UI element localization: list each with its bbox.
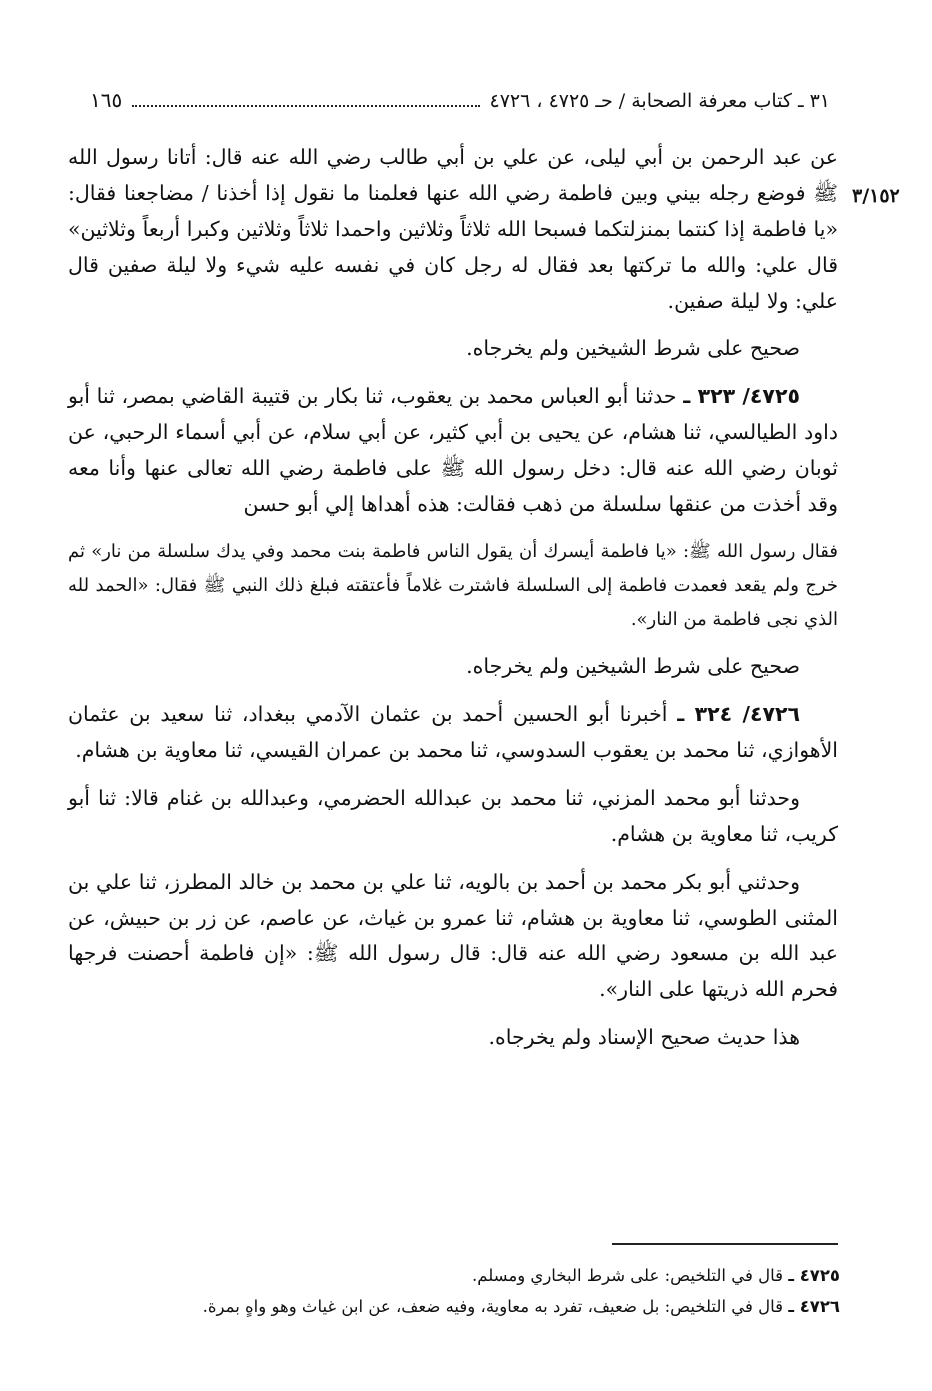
margin-reference: ٣/١٥٢ (852, 185, 900, 207)
hadith-paragraph (68, 379, 838, 523)
footnote (50, 1260, 840, 1291)
hadith-number: ٤٧٢٦/ ٣٢٤ ـ (677, 702, 801, 727)
page-number: ١٦٥ (90, 88, 123, 112)
header-dot-leader (132, 91, 479, 107)
paragraph: عن عبد الرحمن بن أبي ليلى، عن علي بن أبي طالب رضي الله عنه قال: أتانا رسول الله ﷺ فوضع رجله بيني وبين فاطمة رضي الله عنها فعلمنا ما نقول إذا أخذنا / مضاجعنا فقال: «يا فاطمة إذا كنتما بمنزلتكما فسبحا الله ثلاثاً وثلاثين واحمدا ثلاثاً وثلاثين وكبرا أربعاً وثلاثين» قال علي: والله ما تركتها بعد فقال له رجل كان في نفسه عليه شيء ولا ليلة صفين قال علي: ولا ليلة صفين. (68, 145, 838, 313)
footnote-divider (612, 1243, 838, 1245)
hadith-text: أخبرنا أبو الحسين أحمد بن عثمان الآدمي ببغداد، ثنا سعيد بن عثمان الأهوازي، ثنا محمد بن يعقوب السدوسي، ثنا محمد بن عمران القيسي، ثنا معاوية بن هشام. (68, 702, 838, 763)
paragraph: فقال رسول الله ﷺ: «يا فاطمة أيسرك أن يقول الناس فاطمة بنت محمد وفي يدك سلسلة من نار» ثم خرج ولم يقعد فعمدت فاطمة إلى السلسلة فاشترت غلاماً فأعتقته فبلغ ذلك النبي ﷺ فقال: «الحمد لله الذي نجى فاطمة من النار». (68, 540, 838, 631)
footnote-text: قال في التلخيص: بل ضعيف، تفرد به معاوية، وفيه ضعف، عن ابن غياث وهو واهٍ بمرة. (202, 1297, 784, 1317)
footnote-number: ٤٧٢٦ ـ (788, 1297, 840, 1317)
verdict-paragraph: هذا حديث صحيح الإسناد ولم يخرجاه. (488, 1025, 800, 1050)
running-header (90, 88, 830, 120)
main-text (68, 140, 838, 1068)
hadith-text: حدثنا أبو العباس محمد بن يعقوب، ثنا بكار بن قتيبة القاضي بمصر، ثنا أبو داود الطيالسي، ثنا هشام، عن يحيى بن أبي كثير، عن أبي سلام، عن أبي أسماء الرحبي، عن ثوبان رضي الله عنه قال: دخل رسول الله ﷺ على فاطمة رضي الله تعالى عنها وأنا معه وقد أخذت من عنقها سلسلة من ذهب فقالت: هذه أهداها إلي أبو حسن (68, 384, 838, 516)
paragraph: وحدثنا أبو محمد المزني، ثنا محمد بن عبدالله الحضرمي، وعبدالله بن غنام قالا: ثنا أبو كريب، ثنا معاوية بن هشام. (68, 785, 838, 846)
hadith-number: ٤٧٢٥/ ٣٢٣ ـ (683, 384, 800, 409)
footnote-number: ٤٧٢٥ ـ (788, 1266, 840, 1285)
footnote-text: قال في التلخيص: على شرط البخاري ومسلم. (471, 1266, 784, 1285)
footnotes (50, 1260, 840, 1323)
paragraph: وحدثني أبو بكر محمد بن أحمد بن بالويه، ثنا علي بن محمد بن خالد المطرز، ثنا علي بن المثنى الطوسي، ثنا معاوية بن هشام، ثنا عمرو بن غياث، عن عاصم، عن زر بن حبيش، عن عبد الله بن مسعود رضي الله عنه قال: قال رسول الله ﷺ: «إن فاطمة أحصنت فرجها فحرم الله ذريتها على النار». (68, 869, 838, 1002)
verdict-paragraph: صحيح على شرط الشيخين ولم يخرجاه. (466, 336, 800, 361)
header-title: ٣١ ـ كتاب معرفة الصحابة / حـ ٤٧٢٥ ، ٤٧٢٦ (489, 90, 830, 112)
verdict-paragraph: صحيح على شرط الشيخين ولم يخرجاه. (466, 654, 800, 679)
footnote (50, 1291, 840, 1322)
hadith-paragraph (68, 697, 838, 769)
